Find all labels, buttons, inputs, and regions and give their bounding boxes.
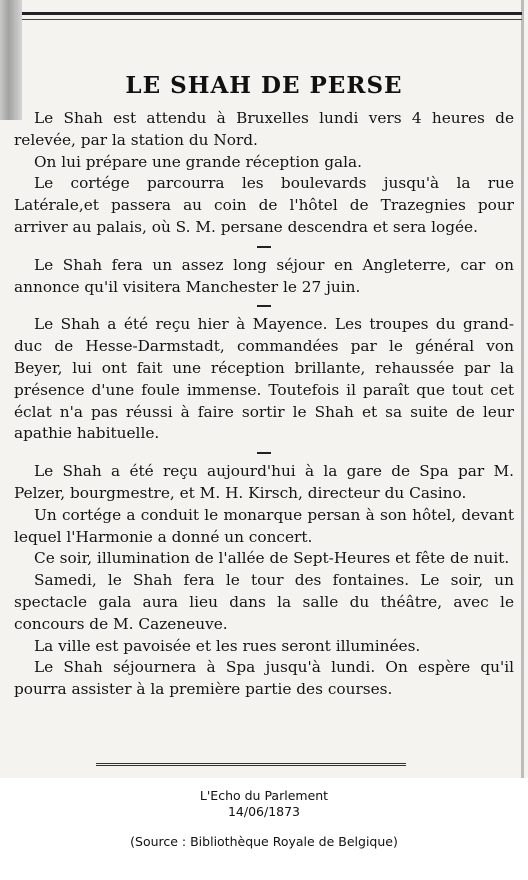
- top-rule: [22, 12, 522, 20]
- caption: [0, 788, 528, 820]
- article-paragraph: La ville est pavoisée et les rues seront illuminées.: [34, 636, 421, 655]
- article-paragraph: Samedi, le Shah fera le tour des fontaines. Le soir, un spectacle gala aura lieu dans la salle du théâtre, avec le concours de M. Cazeneuve.: [14, 571, 514, 633]
- article-paragraph: Le Shah a été reçu hier à Mayence. Les troupes du grand-duc de Hesse-Darmstadt, commandées par le général von Beyer, lui ont fait une réception brillante, rehaussée par la présence d'une foule immense. Toutefois il paraît que tout cet éclat n'a pas réussi à faire sortir le Shah et sa suite de leur apathie habituelle.: [14, 315, 514, 443]
- section-divider: [257, 246, 271, 248]
- article-section-4: [14, 461, 514, 701]
- article-section-2: [14, 255, 514, 299]
- article-headline: LE SHAH DE PERSE: [125, 72, 403, 99]
- publication-date: 14/06/1873: [227, 804, 301, 819]
- article-paragraph: Le Shah est attendu à Bruxelles lundi vers 4 heures de relevée, par la station du Nord.: [14, 109, 514, 149]
- article: [14, 72, 514, 701]
- article-section-1: [14, 108, 514, 239]
- column-border: [521, 0, 524, 778]
- article-paragraph: Le cortége parcourra les boulevards jusqu'à la rue Latérale,et passera au coin de l'hôtel de Trazegnies pour arriver au palais, où S. M. persane descendra et sera logée.: [14, 174, 514, 236]
- publication-name: L'Echo du Parlement: [199, 788, 329, 803]
- article-paragraph: Le Shah a été reçu aujourd'hui à la gare de Spa par M. Pelzer, bourgmestre, et M. H. Kirsch, directeur du Casino.: [14, 462, 514, 502]
- section-divider: [257, 452, 271, 454]
- article-paragraph: Le Shah fera un assez long séjour en Angleterre, car on annonce qu'il visitera Manchester le 27 juin.: [14, 255, 514, 296]
- article-paragraph: Un cortége a conduit le monarque persan à son hôtel, devant lequel l'Harmonie a donné un concert.: [14, 505, 514, 546]
- source-credit: (Source : Bibliothèque Royale de Belgique): [130, 834, 398, 849]
- bottom-rule: [96, 763, 406, 769]
- section-divider: [257, 305, 271, 307]
- article-paragraph: On lui prépare une grande réception gala.: [34, 152, 362, 171]
- article-paragraph: Le Shah séjournera à Spa jusqu'à lundi. On espère qu'il pourra assister à la première partie des courses.: [14, 658, 514, 699]
- article-paragraph: Ce soir, illumination de l'allée de Sept-Heures et fête de nuit.: [34, 549, 510, 568]
- article-section-3: [14, 314, 514, 445]
